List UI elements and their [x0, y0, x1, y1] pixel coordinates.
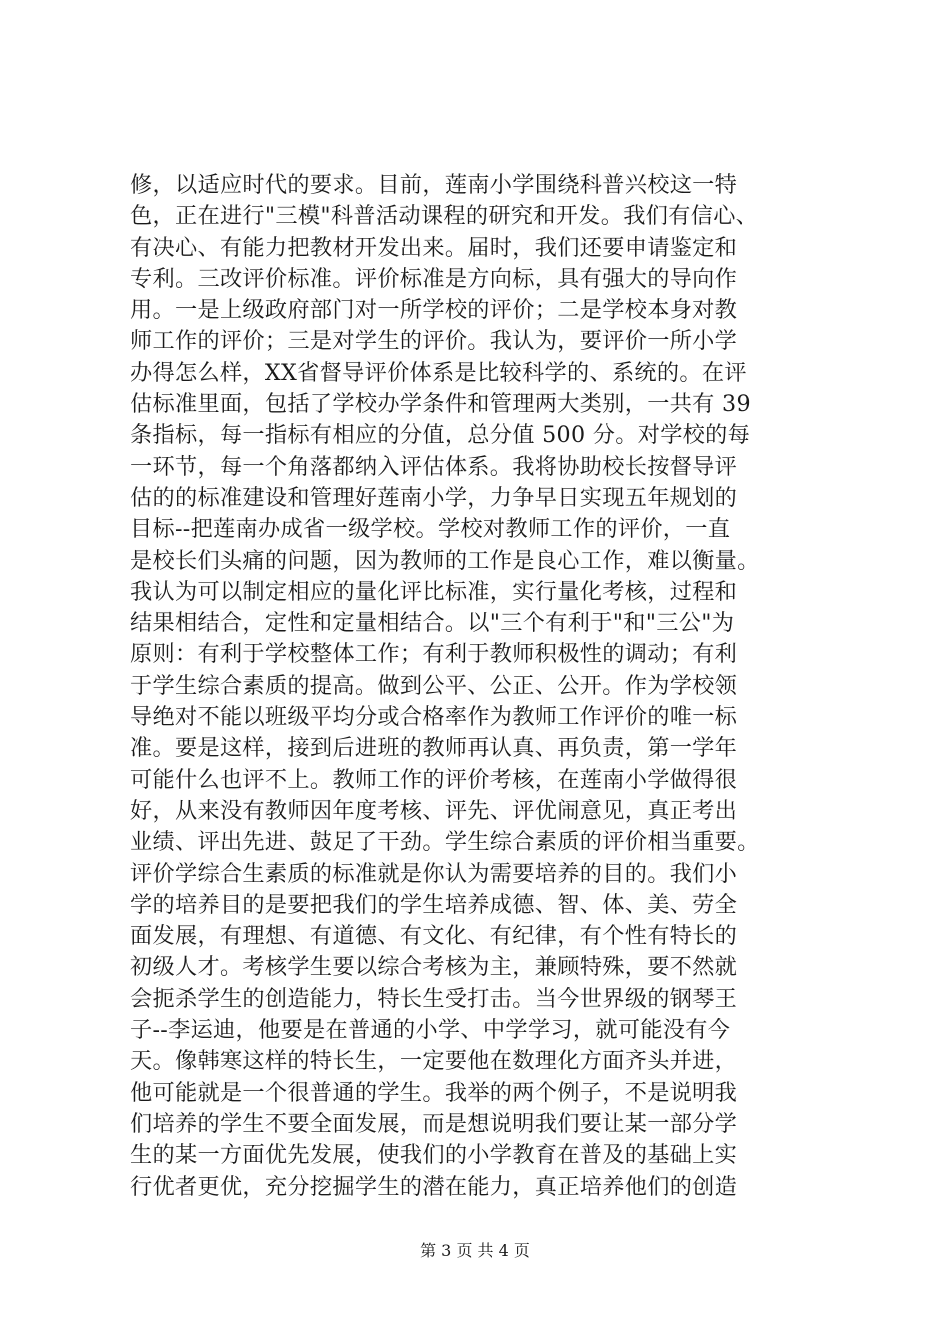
page-number-label: 第 3 页 共 4 页 [420, 1241, 530, 1260]
text-line: 估的的标准建设和管理好莲南小学，力争早日实现五年规划的 [130, 484, 738, 511]
text-line: 可能什么也评不上。教师工作的评价考核，在莲南小学做得很 [130, 766, 738, 793]
text-line: 业绩、评出先进、鼓足了干劲。学生综合素质的评价相当重要。 [130, 829, 760, 856]
text-line: 条指标，每一指标有相应的分值，总分值 500 分。对学校的每 [130, 422, 751, 449]
body-text [130, 170, 830, 1203]
text-line: 他可能就是一个很普通的学生。我举的两个例子，不是说明我 [130, 1079, 738, 1106]
text-line: 导绝对不能以班级平均分或合格率作为教师工作评价的唯一标 [130, 704, 738, 731]
text-line: 天。像韩寒这样的特长生，一定要他在数理化方面齐头并进， [130, 1048, 738, 1075]
text-line: 用。一是上级政府部门对一所学校的评价；二是学校本身对教 [130, 297, 738, 324]
text-line: 是校长们头痛的问题，因为教师的工作是良心工作，难以衡量。 [130, 547, 760, 574]
text-line: 原则：有利于学校整体工作；有利于教师积极性的调动；有利 [130, 641, 738, 668]
text-line: 师工作的评价；三是对学生的评价。我认为，要评价一所小学 [130, 328, 738, 355]
text-line: 评价学综合生素质的标准就是你认为需要培养的目的。我们小 [130, 860, 738, 887]
text-line: 办得怎么样，XX省督导评价体系是比较科学的、系统的。在评 [130, 359, 747, 386]
text-line: 色，正在进行"三模"科普活动课程的研究和开发。我们有信心、 [130, 203, 759, 230]
text-line: 修，以适应时代的要求。目前，莲南小学围绕科普兴校这一特 [130, 172, 738, 198]
text-line: 学的培养目的是要把我们的学生培养成德、智、体、美、劳全 [130, 891, 738, 918]
text-line: 结果相结合，定性和定量相结合。以"三个有利于"和"三公"为 [130, 610, 735, 637]
text-line: 好，从来没有教师因年度考核、评先、评优闹意见，真正考出 [130, 797, 738, 824]
page-footer [0, 1241, 950, 1261]
text-line: 面发展，有理想、有道德、有文化、有纪律，有个性有特长的 [130, 923, 738, 950]
text-line: 子--李运迪，他要是在普通的小学、中学学习，就可能没有今 [130, 1017, 731, 1044]
text-line: 准。要是这样，接到后进班的教师再认真、再负责，第一学年 [130, 735, 738, 762]
text-line: 目标--把莲南办成省一级学校。学校对教师工作的评价，一直 [130, 516, 731, 543]
text-line: 估标准里面，包括了学校办学条件和管理两大类别，一共有 39 [130, 391, 751, 418]
text-line: 们培养的学生不要全面发展，而是想说明我们要让某一部分学 [130, 1110, 738, 1137]
text-line: 生的某一方面优先发展，使我们的小学教育在普及的基础上实 [130, 1142, 738, 1169]
text-line: 有决心、有能力把教材开发出来。届时，我们还要申请鉴定和 [130, 234, 738, 261]
text-line: 于学生综合素质的提高。做到公平、公正、公开。作为学校领 [130, 672, 738, 699]
text-line: 初级人才。考核学生要以综合考核为主，兼顾特殊，要不然就 [130, 954, 738, 981]
text-line: 专利。三改评价标准。评价标准是方向标，具有强大的导向作 [130, 265, 738, 292]
text-line: 我认为可以制定相应的量化评比标准，实行量化考核，过程和 [130, 578, 738, 605]
text-line: 会扼杀学生的创造能力，特长生受打击。当今世界级的钢琴王 [130, 985, 738, 1012]
text-line: 行优者更优，充分挖掘学生的潜在能力，真正培养他们的创造 [130, 1173, 738, 1200]
text-line: 一环节，每一个角落都纳入评估体系。我将协助校长按督导评 [130, 453, 738, 480]
